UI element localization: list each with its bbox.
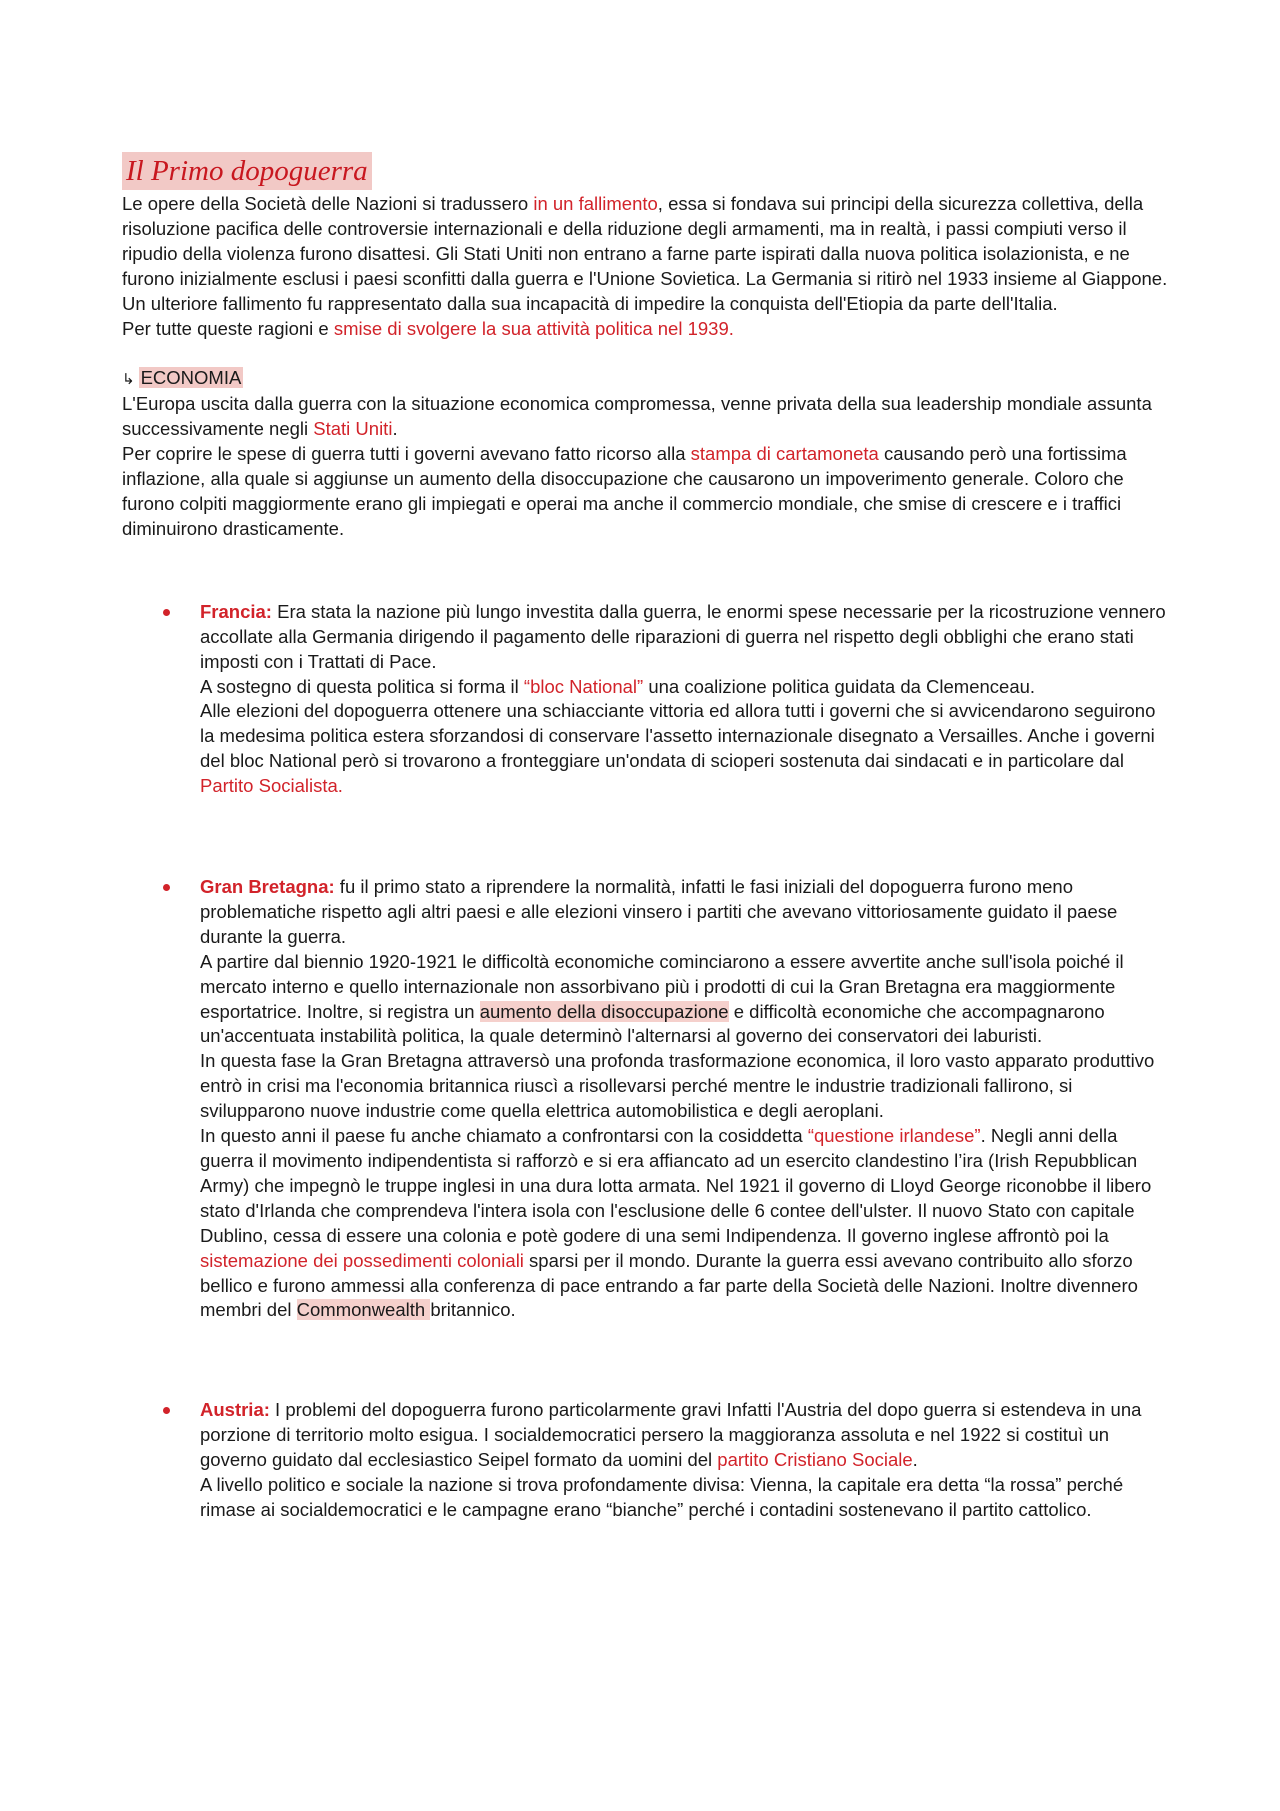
bullet-icon xyxy=(163,884,170,891)
gb-text-5: In questo anni il paese fu anche chiamato a confrontarsi con la cosiddetta xyxy=(200,1125,808,1147)
intro-text-1: Le opere della Società delle Nazioni si tradussero xyxy=(122,193,534,214)
bullet-icon xyxy=(163,609,170,616)
economia-text-1: L'Europa uscita dalla guerra con la situazione economica compromessa, venne privata della sua leadership mondiale assunta successivamente negli xyxy=(122,393,1152,440)
francia-text-3: una coalizione politica guidata da Clemenceau. xyxy=(643,675,1036,697)
bullet-icon xyxy=(163,1407,170,1414)
list-item-francia xyxy=(122,600,1172,799)
austria-text-1: I problemi del dopoguerra furono particolarmente gravi Infatti l'Austria del dopo guerra si estendeva in una porzione di territorio molto esigua. I socialdemocratici persero la maggioranza assoluta e nel 1922 si costituì un governo guidato dal ecclesiastico Seipel formato da uomini del xyxy=(200,1399,1142,1471)
gb-text-7: sparsi per il mondo. Durante la guerra essi avevano contribuito allo sforzo bellico e furono ammessi alla conferenza di pace entrando a far parte della Società delle Nazioni. Inoltre divennero membri del xyxy=(200,1249,1138,1321)
francia-text-1: Era stata la nazione più lungo investita dalla guerra, le enormi spese necessarie per la ricostruzione vennero accollate alla Germania dirigendo il pagamento delle riparazioni di guerra nel rispetto degli obblighi che erano stati imposti con i Trattati di Pace. xyxy=(200,600,1166,672)
gb-highlight-irlandese: “questione irlandese” xyxy=(807,1125,981,1147)
economia-text-2: . xyxy=(392,418,398,440)
economia-highlight-stati-uniti: Stati Uniti xyxy=(313,418,393,440)
list-item-gran-bretagna xyxy=(122,875,1172,1323)
gb-highlight-coloniali: sistemazione dei possedimenti coloniali xyxy=(200,1249,524,1271)
page-title: Il Primo dopoguerra xyxy=(122,152,372,190)
gb-highlight-commonwealth: Commonwealth xyxy=(296,1299,431,1321)
francia-highlight-bloc: “bloc National” xyxy=(523,675,644,697)
intro-text-2: , essa si fondava sui principi della sicurezza collettiva, della risoluzione pacifica delle controversie internazionali e della riduzione degli armamenti, ma in realtà, i passi compiuti verso il ripudio della violenza furono disattesi. Gli Stati Uniti non entrano a farne parte ispirati dalla nuova politica isolazionista, e ne furono inizialmente esclusi i paesi sconfitti dalla guerra e l'Unione Sovietica. La Germania si ritirò nel 1933 insieme al Giappone. Un ulteriore fallimento fu rappresentato dalla sua incapacità di impedire la conquista dell'Etiopia da parte dell'Italia. xyxy=(122,193,1168,314)
austria-highlight-partito: partito Cristiano Sociale xyxy=(717,1449,913,1471)
list-item-austria xyxy=(122,1398,1172,1523)
gb-text-6: . Negli anni della guerra il movimento indipendentista si rafforzò e si era affiancato ad un esercito clandestino l’ira (Irish Repubblican Army) che impegnò le truppe inglesi in una dura lotta armata. Nel 1921 il governo di Lloyd George riconobbe il libero stato d'Irlanda che comprendeva l'intera isola con l'esclusione delle 6 contee dell'ulster. Il nuovo Stato con capitale Dublino, cessa di essere una colonia e potè godere di una semi Indipendenza. Il governo inglese affrontò poi la xyxy=(200,1125,1152,1246)
country-list xyxy=(122,600,1172,1523)
document-content xyxy=(122,152,1172,1523)
gb-text-3: e difficoltà economiche che accompagnarono un'accentuata instabilità politica, la quale determinò l'alternarsi al governo dei conservatori dei laburisti. xyxy=(200,1000,1105,1047)
economia-paragraph xyxy=(122,392,1172,541)
country-name: Austria: xyxy=(200,1399,270,1421)
economia-text-4: causando però una fortissima inflazione, alla quale si aggiunse un aumento della disoccupazione che causarono un impoverimento generale. Coloro che furono colpiti maggiormente erano gli impiegati e operai ma anche il commercio mondiale, che smise di crescere e i traffici diminuirono drasticamente. xyxy=(122,443,1127,539)
austria-text-2: . xyxy=(912,1449,918,1471)
gb-text-1: fu il primo stato a riprendere la normalità, infatti le fasi iniziali del dopoguerra furono meno problematiche rispetto agli altri paesi e alle elezioni vinsero i partiti che avevano vittoriosamente guidato il paese durante la guerra. xyxy=(200,876,1118,947)
subsection-arrow-icon: ↳ xyxy=(122,370,135,389)
francia-text-2: A sostegno di questa politica si forma il xyxy=(200,675,524,697)
section-label: ECONOMIA xyxy=(140,367,242,389)
gb-text-4: In questa fase la Gran Bretagna attraversò una profonda trasformazione economica, il loro vasto apparato produttivo entrò in crisi ma l'economia britannica riuscì a risollevarsi perché mentre le industrie tradizionali fallirono, si svilupparono nuove industrie come quella elettrica automobilistica e degli aeroplani. xyxy=(200,1050,1155,1122)
country-name: Francia: xyxy=(200,600,272,622)
gb-text-2: A partire dal biennio 1920-1921 le difficoltà economiche cominciarono a essere avvertite anche sull'isola poiché il mercato interno e quello internazionale non assorbivano più i prodotti di cui la Gran Bretagna era maggiormente esportatrice. Inoltre, si registra un xyxy=(200,950,1124,1022)
gb-text-8: britannico. xyxy=(430,1299,516,1321)
intro-paragraph xyxy=(122,192,1172,341)
country-name: Gran Bretagna: xyxy=(200,876,335,898)
economia-highlight-cartamoneta: stampa di cartamoneta xyxy=(690,443,879,465)
gb-highlight-disoccupazione: aumento della disoccupazione xyxy=(479,1000,729,1022)
economia-text-3: Per coprire le spese di guerra tutti i governi avevano fatto ricorso alla xyxy=(122,443,691,465)
section-heading-economia xyxy=(122,366,1172,392)
intro-text-3: Per tutte queste ragioni e xyxy=(122,317,334,339)
francia-text-4: Alle elezioni del dopoguerra ottenere una schiacciante vittoria ed allora tutti i governi che si avvicendarono seguirono la medesima politica estera sforzandosi di conservare l'assetto internazionale disegnato a Versailles. Anche i governi del bloc National però si trovarono a fronteggiare un'ondata di scioperi sostenuta dai sindacati e in particolare dal xyxy=(200,700,1156,772)
austria-text-3: A livello politico e sociale la nazione si trova profondamente divisa: Vienna, la capitale era detta “la rossa” perché rimase ai socialdemocratici e le campagne erano “bianche” perché i contadini sostenevano il partito cattolico. xyxy=(200,1474,1124,1520)
intro-highlight-fallimento: in un fallimento xyxy=(533,193,658,214)
francia-highlight-partito: Partito Socialista. xyxy=(200,775,343,797)
intro-highlight-1939: smise di svolgere la sua attività politica nel 1939. xyxy=(333,317,734,339)
